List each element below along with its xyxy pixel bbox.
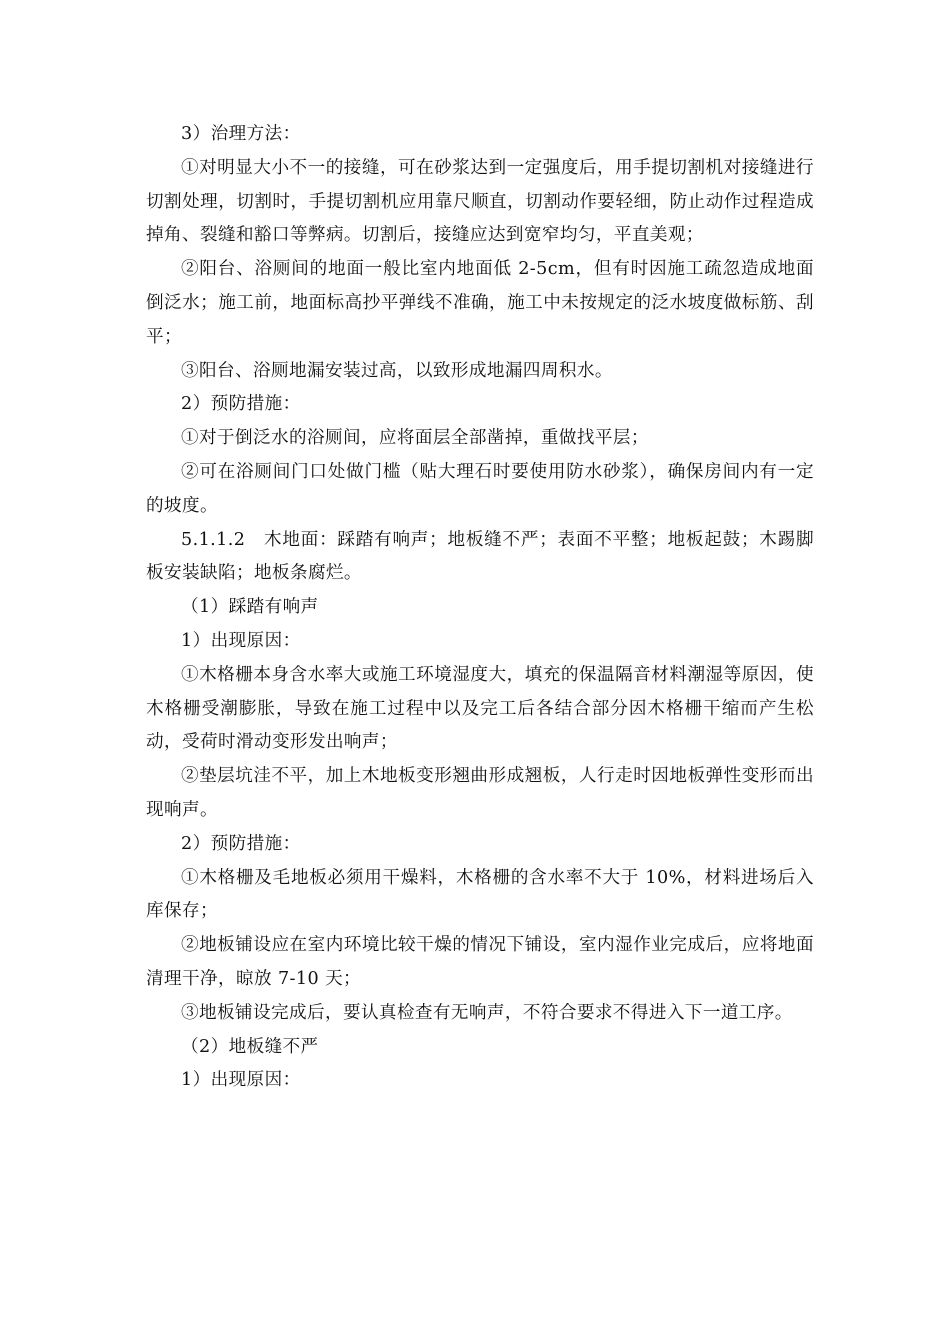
- paragraph-governance-heading: 3）治理方法：: [181, 124, 301, 144]
- document-body: [146, 118, 814, 1098]
- paragraph-governance-item-3: ③阳台、浴厕地漏安装过高，以致形成地漏四周积水。: [181, 360, 613, 381]
- paragraph-governance-item-2: ②阳台、浴厕间的地面一般比室内地面低 2-5cm，但有时因施工疏忽造成地面倒泛水；施工前，地面标高抄平弹线不准确，施工中未按规定的泛水坡度做标筋、刮平；: [146, 259, 814, 347]
- paragraph-prevention2-item-1: ①木格栅及毛地板必须用干燥料，木格栅的含水率不大于 10%，材料进场后入库保存；: [146, 867, 814, 922]
- paragraph-cause-heading-2: 1）出现原因：: [181, 1070, 301, 1091]
- paragraph-section-5-1-1-2: 5.1.1.2 木地面：踩踏有响声；地板缝不严；表面不平整；地板起鼓；木踢脚板安装缺陷；地板条腐烂。: [146, 529, 814, 584]
- paragraph-prevention2-item-3: ③地板铺设完成后，要认真检查有无响声，不符合要求不得进入下一道工序。: [181, 1002, 793, 1023]
- paragraph-prevention-item-2: ②可在浴厕间门口处做门槛（贴大理石时要使用防水砂浆），确保房间内有一定的坡度。: [146, 461, 814, 516]
- paragraph-cause-item-1: ①木格栅本身含水率大或施工环境湿度大，填充的保温隔音材料潮湿等原因，使木格栅受潮膨胀，导致在施工过程中以及完工后各结合部分因木格栅干缩而产生松动，受荷时滑动变形发出响声；: [146, 664, 814, 753]
- paragraph-cause-item-2: ②垫层坑洼不平，加上木地板变形翘曲形成翘板，人行走时因地板弹性变形而出现响声。: [146, 766, 814, 820]
- paragraph-prevention-item-1: ①对于倒泛水的浴厕间，应将面层全部凿掉，重做找平层；: [181, 428, 649, 449]
- paragraph-cause-heading: 1）出现原因：: [181, 630, 301, 651]
- paragraph-subsection-1: （1）踩踏有响声: [181, 597, 319, 618]
- paragraph-prevention-heading: 2）预防措施：: [181, 394, 301, 415]
- paragraph-subsection-2: （2）地板缝不严: [181, 1036, 319, 1057]
- paragraph-prevention-heading-2: 2）预防措施：: [181, 833, 301, 854]
- paragraph-governance-item-1: ①对明显大小不一的接缝，可在砂浆达到一定强度后，用手提切割机对接缝进行切割处理，切割时，手提切割机应用靠尺顺直，切割动作要轻细，防止动作过程造成掉角、裂缝和豁口等弊病。切割后，接缝应达到宽窄均匀，平直美观；: [146, 157, 814, 246]
- paragraph-prevention2-item-2: ②地板铺设应在室内环境比较干燥的情况下铺设，室内湿作业完成后，应将地面清理干净，晾放 7-10 天；: [146, 935, 814, 989]
